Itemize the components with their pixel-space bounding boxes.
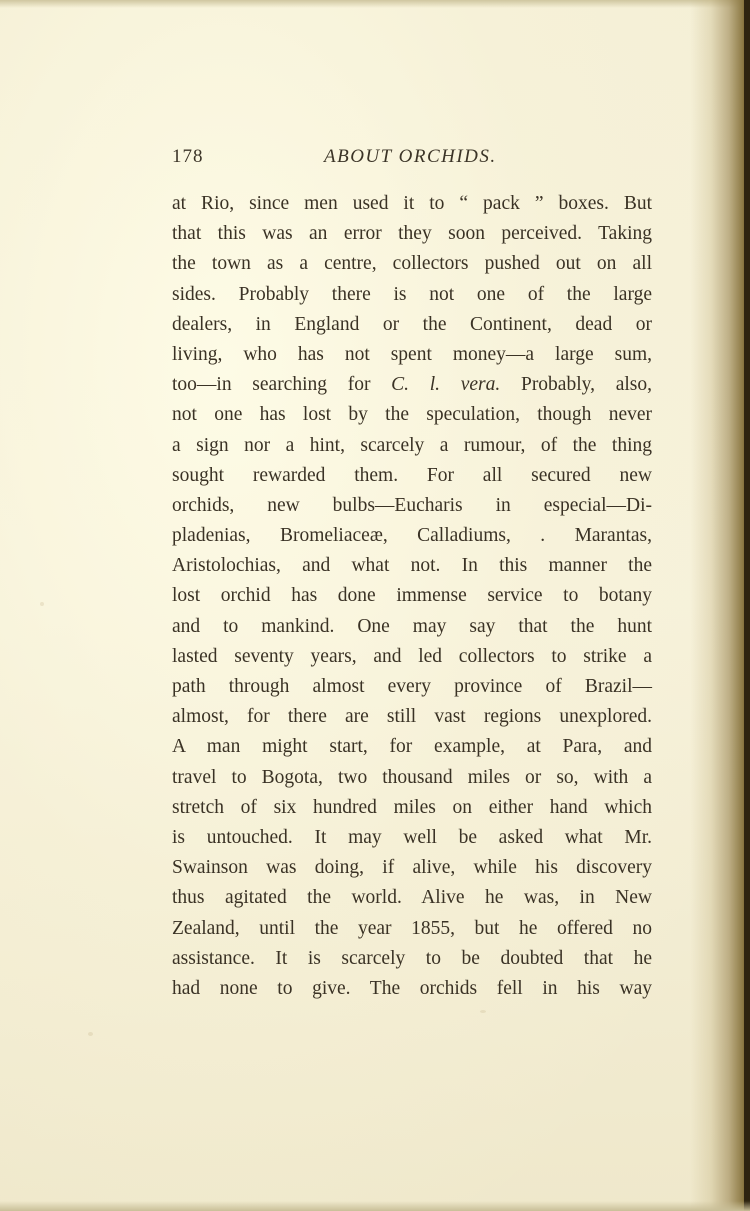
text-segment: too—in searching for [172,374,392,396]
text-line: sought rewarded them. For all secured new [172,464,652,486]
text-line: path through almost every province of Brazil— [172,676,652,697]
species-name: C. l. vera. [391,374,501,396]
text-line: living, who has not spent money—a large sum, [172,343,652,365]
text-line: and to mankind. One may say that the hunt [172,615,652,637]
running-head [172,146,652,172]
paper-spot [480,1010,486,1013]
text-line: not one has lost by the speculation, though never [172,404,652,426]
text-line: Swainson was doing, if alive, while his discovery [172,857,652,879]
text-line: is untouched. It may well be asked what Mr. [172,826,652,848]
text-line: had none to give. The orchids fell in his way [172,977,652,999]
text-line: Aristolochias, and what not. In this manner the [172,555,652,577]
text-line: travel to Bogota, two thousand miles or so, with a [172,766,652,788]
page-number: 178 [172,146,204,167]
running-title: ABOUT ORCHIDS. [324,146,497,167]
paper-spot [88,1032,93,1036]
text-line: assistance. It is scarcely to be doubted that he [172,947,652,969]
text-line-italic-reference [172,370,652,400]
text-line: thus agitated the world. Alive he was, in New [172,887,652,909]
page-top-edge [0,0,750,8]
text-line: almost, for there are still vast regions unexplored. [172,706,652,728]
text-line: A man might start, for example, at Para, and [172,736,652,758]
text-line: at Rio, since men used it to “ pack ” boxes. But [172,193,652,214]
binding-edge [744,0,750,1211]
text-line: the town as a centre, collectors pushed out on all [172,253,652,275]
text-line: lost orchid has done immense service to botany [172,585,652,607]
text-line: Zealand, until the year 1855, but he offered no [172,917,652,939]
text-line: stretch of six hundred miles on either hand which [172,796,652,818]
page-bottom-edge [0,1201,750,1211]
body-text [172,189,652,1004]
text-line: pladenias, Bromeliaceæ, Calladiums, . Marantas, [172,525,652,547]
text-segment: Probably, also, [500,374,652,396]
text-line: lasted seventy years, and led collectors to strike a [172,645,652,667]
text-line: sides. Probably there is not one of the large [172,283,652,305]
binding-shadow [690,0,750,1211]
text-line: dealers, in England or the Continent, dead or [172,313,652,335]
text-line: a sign nor a hint, scarcely a rumour, of the thing [172,434,652,456]
text-line: orchids, new bulbs—Eucharis in especial—Di- [172,494,652,516]
text-line: that this was an error they soon perceived. Taking [172,223,652,245]
paper-spot [40,602,44,606]
